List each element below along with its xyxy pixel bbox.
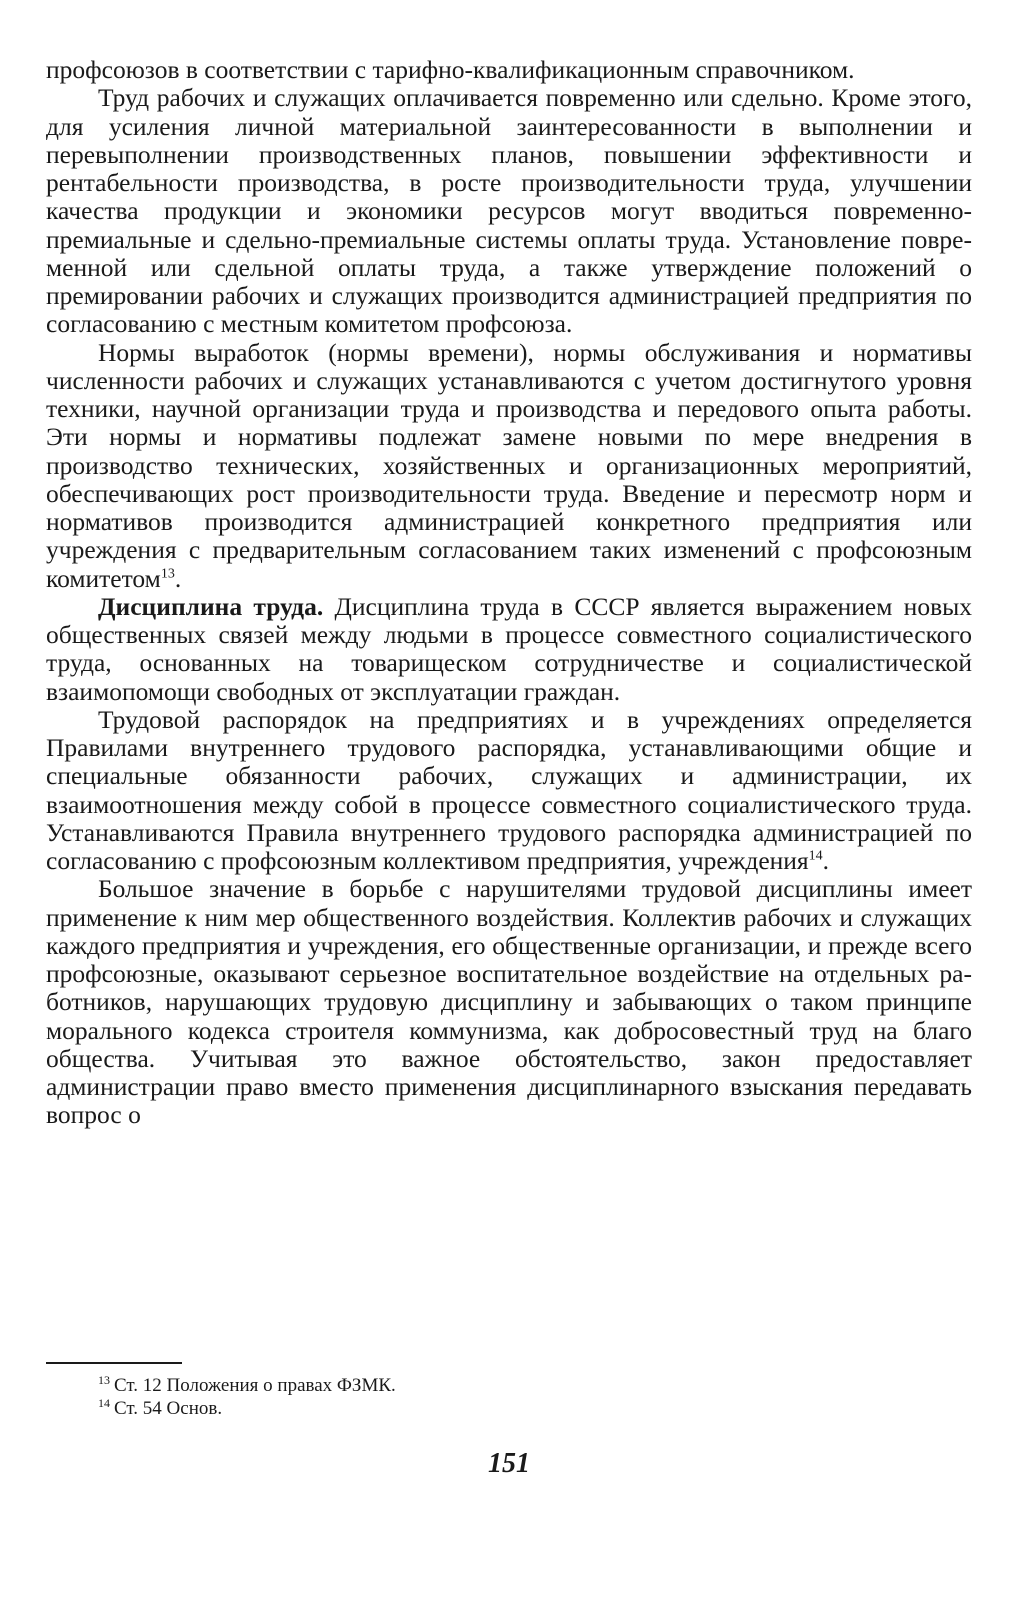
body-text (46, 56, 972, 1130)
footnote-14-number: 14 (98, 1395, 110, 1410)
paragraph-5-tail: . (822, 846, 830, 875)
footnote-13-text: Ст. 12 Положения о правах ФЗМК. (114, 1375, 396, 1396)
footnotes (98, 1374, 396, 1420)
footnote-14 (98, 1397, 396, 1420)
footnote-14-text: Ст. 54 Основ. (114, 1398, 223, 1419)
footnote-ref-14: 14 (808, 848, 823, 864)
paragraph-2 (46, 84, 972, 338)
paragraph-3 (46, 339, 972, 593)
paragraph-3-tail: . (174, 563, 182, 593)
section-heading-discipline: Дисциплина труда. (98, 591, 324, 621)
paragraph-1-text: профсоюзов в соответствии с тарифно-квалификационным справочником. (46, 55, 855, 84)
page-number: 151 (488, 1448, 530, 1479)
footnote-divider (46, 1362, 182, 1364)
footnote-13-number: 13 (98, 1372, 110, 1387)
paragraph-2-text: Труд рабочих и служащих оплачивается повременно или сдельно. Кроме этого, для усиления личной материальной заинтересованности в выполнении и перевыполнении производственных планов, повышении эффективности и рентабельности производства, в росте производительности труда, улучшении качества продукции и экономики ресурсов могут вводиться повременно-премиальные и сдельно-премиальные системы оплаты труда. Установление повременной или сдельной оплаты труда, а также утверждение положений о премировании рабочих и служащих производится администрацией предприятия по согласованию с местным комитетом профсоюза. (46, 83, 972, 339)
footnote-13 (98, 1374, 396, 1397)
paragraph-5 (46, 706, 972, 876)
paragraph-4-text: Дисциплина труда в СССР является выражением новых общественных связей между людьми в процессе совместного социалистического труда, основанных на товарищеском сотрудничестве и социалистической взаимопомощи свободных от эксплуатации граждан. (46, 591, 972, 706)
paragraph-5-text: Трудовой распорядок на предприятиях и в учреждениях определяется Правилами внутреннего трудового распорядка, устанавливающими общие и специальные обязанности рабочих, служащих и администрации, их взаимоотношения между собой в процессе совместного социалистического труда. Устанавливаются Правила внутреннего трудового распорядка администрацией по согласованию с профсоюзным коллективом предприятия, учреждения (46, 704, 972, 875)
document-page (46, 56, 972, 1586)
paragraph-1 (46, 56, 972, 84)
paragraph-4 (46, 593, 972, 706)
footnote-ref-13: 13 (160, 566, 175, 581)
paragraph-6-text: Большое значение в борьбе с нарушителями трудовой дисциплины имеет применение к ним мер общественного воздействия. Коллектив рабочих и служащих каждого предприятия и учреждения, его общественные организации, и прежде всего профсоюзные, оказывают серьезное воспитательное воздействие на отдельных работников, нарушающих трудовую дисциплину и забывающих о таком принципе морального кодекса строителя коммунизма, как добросовестный труд на благо общества. Учитывая это важное обстоятельство, закон предоставляет администрации право вместо применения дисциплинарного взыскания передавать вопрос о (46, 874, 972, 1130)
paragraph-6 (46, 875, 972, 1129)
paragraph-3-text: Нормы выработок (нормы времени), нормы обслуживания и нормативы численности рабочих и служащих устанавливаются с учетом достигнутого уровня техники, научной организации труда и производства и передового опыта работы. Эти нормы и нормативы подлежат замене новыми по мере внедрения в производство технических, хозяйственных и организационных мероприятий, обеспечивающих рост производительности труда. Введение и пересмотр норм и нормативов производится администрацией конкретного предприятия или учреждения с предварительным согласованием таких изменений с профсоюзным комитетом (46, 337, 972, 593)
